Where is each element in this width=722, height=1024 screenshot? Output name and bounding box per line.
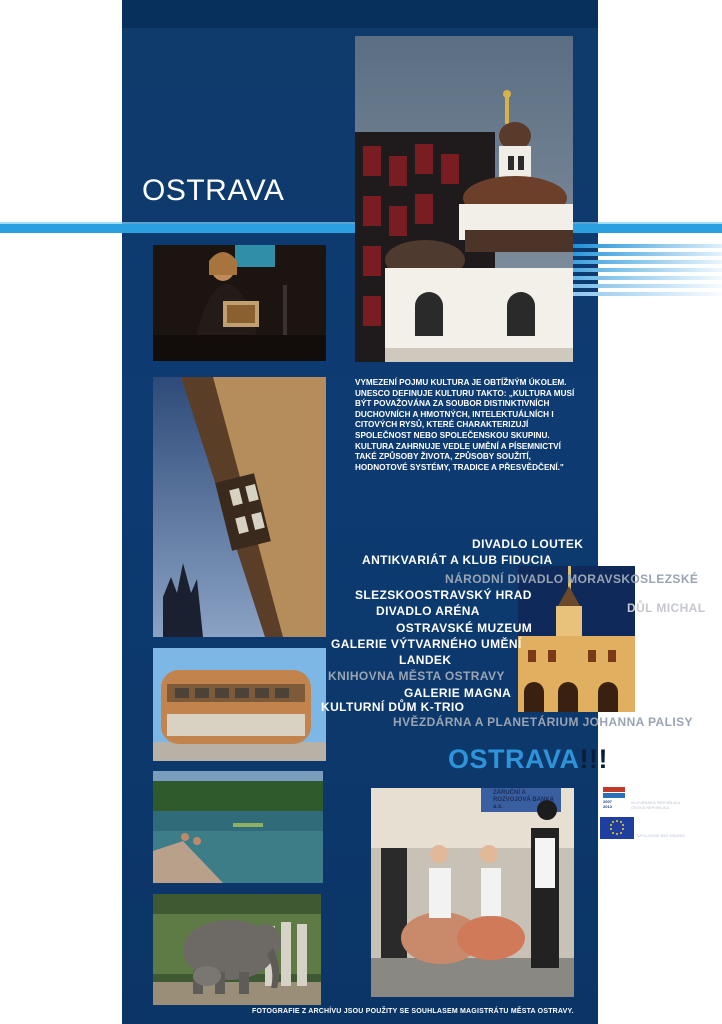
venue-galerie-magna: GALERIE MAGNA: [404, 686, 512, 700]
accordion-musician-photo: [153, 245, 326, 361]
poster-title: OSTRAVA: [142, 174, 285, 207]
brand-exclaim: !!!: [579, 744, 608, 774]
venue-divadlo-loutek: DIVADLO LOUTEK: [472, 537, 584, 551]
shop-sign: ZÁRUČNÍ A ROZVOJOVÁ BANKA a.s.: [493, 790, 554, 810]
venue-dul-michal: DŮL MICHAL: [627, 601, 706, 615]
program-title: PROGRAM CEZHRANIČNEJ SPOLUPRÁCE: [631, 786, 663, 801]
venue-landek: LANDEK: [399, 653, 452, 667]
venue-ostravske-muzeum: OSTRAVSKÉ MUZEUM: [396, 621, 533, 635]
brand-name: OSTRAVA: [448, 744, 580, 774]
town-hall-at-night-photo: [518, 566, 635, 712]
round-modern-building-photo: [153, 648, 326, 761]
elephants-at-zoo-photo: [153, 894, 321, 1005]
program-countries: SLOVENSKÁ REPUBLIKA ČESKÁ REPUBLIKA: [631, 800, 681, 810]
venue-narodni-divadlo: NÁRODNÍ DIVADLO MORAVSKOSLEZSKÉ: [445, 572, 699, 586]
venue-hvezdarna: HVĚZDÁRNA A PLANETÁRIUM JOHANNA PALISY: [393, 715, 693, 729]
venue-kulturni-dum: KULTURNÍ DŮM K-TRIO: [321, 700, 465, 714]
venue-slezskoostravsky-hrad: SLEZSKOOSTRAVSKÝ HRAD: [355, 588, 532, 602]
folk-dancers-photo: [371, 788, 574, 997]
venue-galerie-vytvarneho-umeni: GALERIE VÝTVARNÉHO UMĚNÍ: [331, 637, 522, 651]
eu-flag-icon: [600, 817, 634, 839]
brand-ostrava: [448, 744, 608, 775]
venue-antikvariat: ANTIKVARIÁT A KLUB FIDUCIA: [362, 553, 553, 567]
program-years: 2007 2013: [603, 799, 612, 809]
unesco-quote: VYMEZENÍ POJMU KULTURA JE OBTÍŽNÝM ÚKOLEM. UNESCO DEFINUJE KULTURU TAKTO: „KULTURA MUSÍ BÝT POVAŽOVÁNA ZA SOUBOR DISTINKTIVNÍCH DUCHOVNÍCH A HMOTNÝCH, INTELEKTUÁLNÍCH I CITOVÝCH RYSŮ, KTERÉ CHARAKTERIZUJÍ SPOLEČNOST NEBO SPOLEČENSKOU SKUPINU. KULTURA ZAHRNUJE VEDLE UMĚNÍ A PÍSEMNICTVÍ TAKÉ ZPŮSOBY ŽIVOTA, ZPŮSOBY SOUŽITÍ, HODNOTOVÉ SYSTÉMY, TRADICE A PŘESVĚDČENÍ.": [355, 378, 575, 472]
eu-motto: SPOLOČNE BEZ HRANÍC: [637, 833, 686, 838]
venue-knihovna: KNIHOVNA MĚSTA OSTRAVY: [328, 669, 505, 683]
program-logo-mark: [600, 784, 628, 808]
church-with-modern-building-photo: [355, 36, 573, 362]
eu-text: EURÓPSKA ÚNIA EURÓPSKY FOND REGIONÁLNEHO ROZVOJA: [637, 818, 691, 833]
panel-top-band: [122, 0, 598, 28]
historic-building-facade-photo: [153, 377, 326, 637]
photo-credit-footer: FOTOGRAFIE Z ARCHÍVU JSOU POUŽITY SE SOUHLASEM MAGISTRÁTU MĚSTA OSTRAVY.: [252, 1008, 574, 1015]
lake-swimming-photo: [153, 771, 323, 883]
venue-divadlo-arena: DIVADLO ARÉNA: [376, 604, 480, 618]
